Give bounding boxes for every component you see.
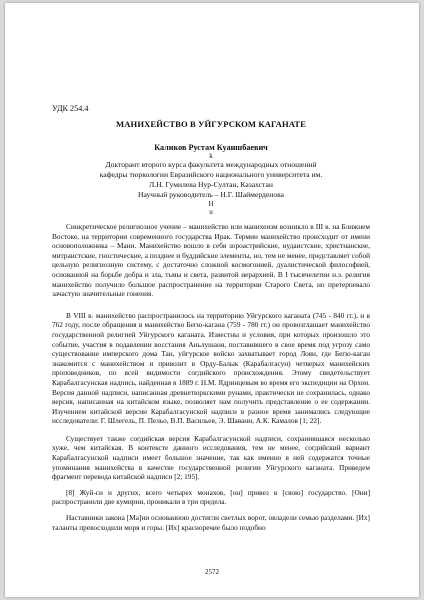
margin-mark-k: k <box>209 152 213 160</box>
author-name: Каликов Рустам Куаншбаевич <box>154 143 268 152</box>
affiliation-line-2: кафедры тюркологии Евразийского национального университета им. <box>99 170 323 179</box>
document-page <box>5 3 419 597</box>
paragraph-3: Существует также согдийская версия Карабалгасунской надписи, сохранившаяся несколько хуже, чем китайская. В контексте данного исследования, тем не менее, согдийский вариант Карабалгасунской надписи имеет большое значение, так как именно в ней содержатся точные упоминания манихейства в качестве государственной религии Уйгурского каганата. Приведем фрагмент перевода китайской надписи [2; 195]. <box>52 433 370 482</box>
udk-code: УДК 254.4 <box>52 104 89 113</box>
affiliation-line-3: Л.Н. Гумилева Нур-Султан, Казахстан <box>149 180 273 189</box>
affiliation-line-1: Докторант второго курса факультета международных отношений <box>105 160 317 169</box>
paragraph-2: В VIII в. манихейство распространилось на территорию Уйгурского каганата (745 - 840 гг.), и в 762 году, после обращения в манихейство Бегю-кагана (759 - 780 гг.) он провозглашает манихейство государственной религией Уйгурского каганата. Известны и условия, при которых произошло это событие, участия в подавлении восстания Аньлушаня, поставившего в свое время под угрозу само существование имперского дома Тан, уйгурское войско захватывает город Лоян, где Бегю-каган знакомится с манихейством и привозит в Орду-Балык (Карабалгасун) четверых манихейских проповедников, по всей видимости согдийского происхождения. Этому свидетельствует Карабалгасунская надпись, найденная в 1889 г. Н.М. Ядринцевым во время его экспедиции на Орхон. Версия данной надписи, написанная древнетюркскими рунами, практически не сохранилась, однако версия, написанная на китайском языке, позволяет нам получить представление о ее содержании. Изучением китайской версии Карабалгасунской надписи в разное время занимались следующие исследователи: Г. Шлегель, П. Пельо, В.П. Васильев, Э. Шаванн, А.К. Камалов [1; 22]. <box>52 310 370 426</box>
paragraph-1: Синкретическое религиозное учение – манихейство или манихеизм возникло в III в. на Ближнем Востоке, на территории современного государства Ирак. Термин манихейство происходит от имени основоположника – Мани. Манихейство вошло в себя зороастрийские, иудаистские, христианские, митраистские, гностические, а позднее и буддийские элементы, но, тем не менее, представляет собой цельную религиозную систему, с достаточно сложной космогонией, дуалистической философией, основанной на борьбе добра и зла, тьмы и света, развитой иерархией. В I тысячелетии н.э. религия манихейство получило большое распространение на территории Старого Света, но претерпевало зачастую значительные гонения. <box>52 222 370 299</box>
page-content <box>52 104 370 532</box>
paragraph-5: Наставники закона [Ма]ни основанною достигли светлых ворот, овладели семью разделами. [Их] таланты превосходили моря и горы. [Их] красноречие было подобно <box>52 513 370 532</box>
paragraph-4: [8] Жуй-си и других, всего четырех монахов, [он] привез в [свою] государство. [Они] распространили две кумирни, проникали в три предела. <box>52 487 370 507</box>
margin-mark-u: u <box>209 208 213 216</box>
supervisor-line: Научный руководитель – Н.Г. Шаймерденова <box>137 190 284 199</box>
margin-mark-h: H <box>208 200 214 208</box>
article-title: МАНИХЕЙСТВО В УЙГУРСКОМ КАГАНАТЕ <box>116 119 306 129</box>
page-number: 2572 <box>205 568 219 576</box>
